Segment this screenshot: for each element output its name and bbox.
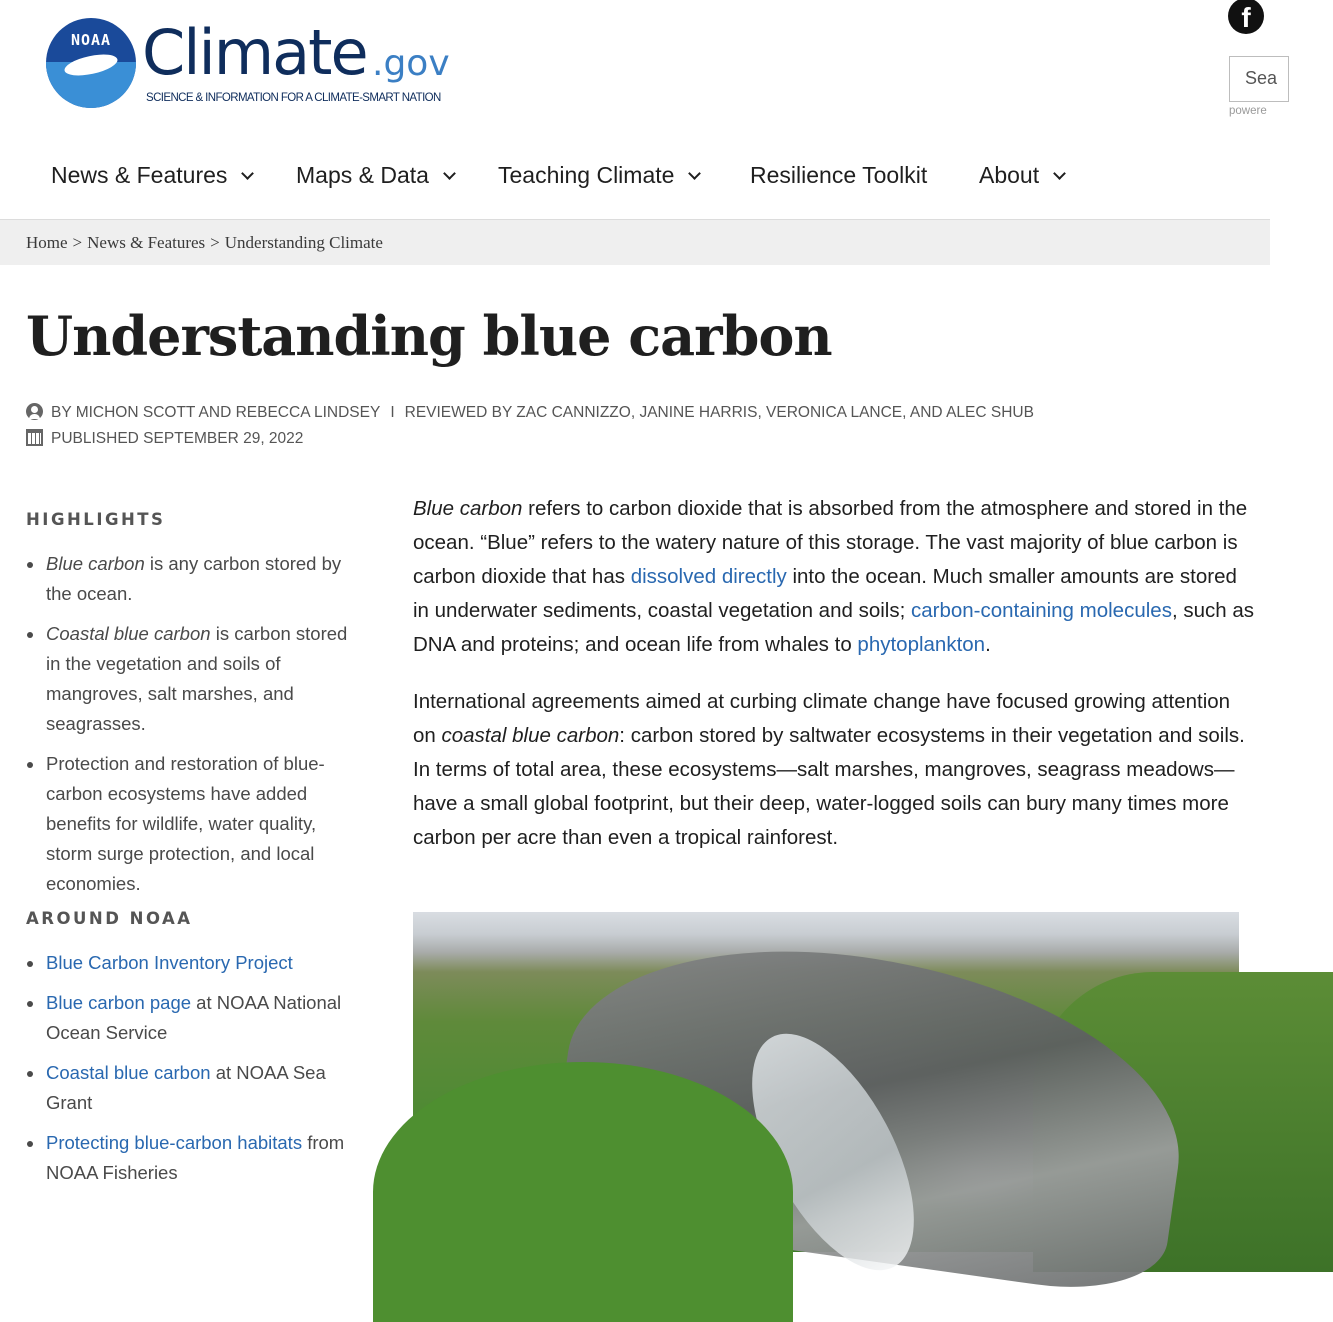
highlights-list [26,549,366,899]
article-published [26,429,303,448]
breadcrumb-separator: > [210,233,220,252]
paragraph-text: . [985,633,991,656]
term-coastal-blue-carbon: coastal blue carbon [441,724,620,747]
chevron-down-icon [443,167,456,180]
chevron-down-icon [1053,167,1066,180]
list-item [26,619,366,739]
reviewers: REVIEWED BY ZAC CANNIZZO, JANINE HARRIS, VERONICA LANCE, AND ALEC SHUB [404,404,1034,421]
nav-label: Maps & Data [296,162,429,188]
breadcrumb [26,233,383,253]
list-item [26,1128,366,1188]
blue-carbon-inventory-link[interactable]: Blue Carbon Inventory Project [46,952,293,973]
nav-label: Teaching Climate [498,162,675,188]
coastal-blue-carbon-link[interactable]: Coastal blue carbon [46,1062,211,1083]
list-item [26,549,366,609]
calendar-icon [26,429,43,446]
sidebar [26,510,366,1198]
paragraph-text: refers to carbon dioxide that is absorbed from the atmosphere and stored in the ocean. “Blue” refers to the watery nature of this storage. The vast majority of blue carbon is carbon dioxide that has [413,497,1248,588]
breadcrumb-home[interactable]: Home [26,233,68,252]
nav-about[interactable] [979,162,1064,189]
logo-tagline: SCIENCE & INFORMATION FOR A CLIMATE-SMART NATION [146,92,441,104]
list-item [26,749,366,899]
noaa-logo-text: NOAA [70,31,112,49]
nav-label: News & Features [51,162,228,188]
breadcrumb-bar [0,219,1270,265]
climate-gov-logo[interactable] [46,18,466,110]
article-byline [26,403,1034,422]
powered-by-text: powere [1229,105,1267,117]
paragraph-text: : carbon stored by saltwater ecosystems in their vegetation and soils. In terms of total area, these ecosystems—salt marshes, mangroves, seagrass meadows—have a small global footprint, but their deep, water-logged soils can bury many times more carbon per acre than even a tropical rainforest. [413,724,1245,849]
list-item [26,1058,366,1118]
paragraph-intro [413,492,1255,662]
around-noaa-list [26,948,366,1188]
around-noaa-heading: AROUND NOAA [26,909,193,928]
logo-suffix: .gov [372,43,450,84]
phytoplankton-link[interactable]: phytoplankton [857,633,986,656]
nav-teaching-climate[interactable] [498,162,699,189]
paragraph-coastal [413,685,1255,855]
highlight-text: is carbon stored in the vegetation and soils of mangroves, salt marshes, and seagrasses. [46,623,348,734]
link-context: at NOAA Sea Grant [46,1062,326,1113]
link-context: at NOAA National Ocean Service [46,992,342,1043]
breadcrumb-news-features[interactable]: News & Features [87,233,206,252]
facebook-icon[interactable]: f [1228,0,1264,34]
nav-label: About [979,162,1040,188]
salt-marsh-photo [413,912,1239,1252]
chevron-down-icon [242,167,255,180]
breadcrumb-understanding-climate[interactable]: Understanding Climate [224,233,383,252]
nav-news-features[interactable] [51,162,252,189]
noaa-logo-icon [46,18,136,108]
user-icon [26,403,43,420]
search-input[interactable]: Sea [1229,56,1289,102]
article-body [413,492,1255,878]
list-item [26,988,366,1048]
dissolved-directly-link[interactable]: dissolved directly [630,565,787,588]
page-title: Understanding blue carbon [26,304,832,368]
main-navigation [0,150,1270,206]
published-date: PUBLISHED SEPTEMBER 29, 2022 [51,430,304,447]
list-item [26,948,366,978]
blue-carbon-page-link[interactable]: Blue carbon page [46,992,192,1013]
nav-label: Resilience Toolkit [750,162,928,188]
highlight-text: is any carbon stored by the ocean. [46,553,342,604]
term-blue-carbon: Blue carbon [413,497,523,520]
link-context: from NOAA Fisheries [46,1132,345,1183]
site-header [0,0,1278,140]
chevron-down-icon [689,167,702,180]
logo-wordmark: Climate [142,16,367,89]
byline-divider: I [390,404,395,421]
highlight-text: Protection and restoration of blue-carbon ecosystems have added benefits for wildlife, water quality, storm surge protection, and local economies. [46,753,325,894]
paragraph-text: International agreements aimed at curbing climate change have focused growing attention on [413,690,1231,747]
carbon-containing-molecules-link[interactable]: carbon-containing molecules [910,599,1172,622]
highlight-term: Coastal blue carbon [46,623,211,644]
protecting-habitats-link[interactable]: Protecting blue-carbon habitats [46,1132,303,1153]
paragraph-text: into the ocean. Much smaller amounts are stored in underwater sediments, coastal vegetation and soils; [413,565,1237,622]
authors: BY MICHON SCOTT AND REBECCA LINDSEY [51,404,381,421]
nav-resilience-toolkit[interactable] [750,162,927,189]
highlight-term: Blue carbon [46,553,145,574]
nav-maps-data[interactable] [296,162,454,189]
paragraph-text: , such as DNA and proteins; and ocean life from whales to [413,599,1254,656]
breadcrumb-separator: > [72,233,83,252]
highlights-heading: HIGHLIGHTS [26,510,166,529]
